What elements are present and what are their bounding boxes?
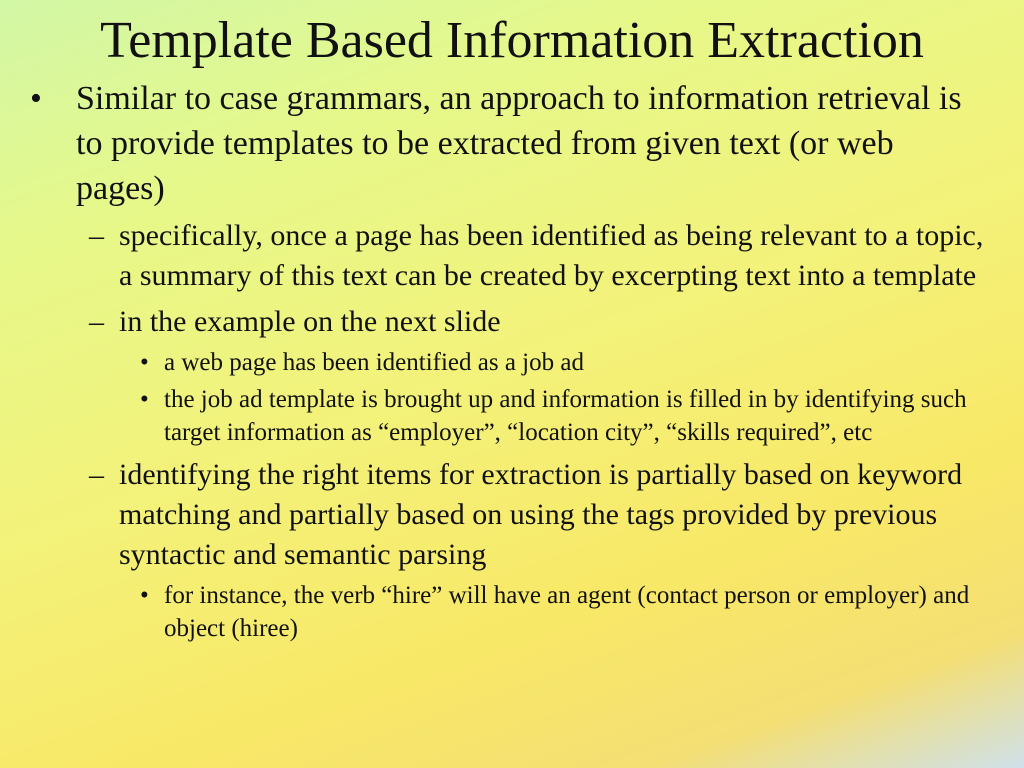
detail-bullet-text: the job ad template is brought up and information is filled in by identifying such target information as “employer”, “location city”, “skills required”, etc	[164, 386, 967, 446]
detail-bullet-text: a web page has been identified as a job ad	[164, 349, 584, 376]
dash-marker: –	[89, 305, 104, 338]
bullet-marker: •	[140, 582, 149, 609]
bullet-marker: •	[140, 349, 149, 376]
sub-bullet-text: in the example on the next slide	[119, 305, 501, 338]
slide-body	[0, 76, 1024, 645]
bullet-text: Similar to case grammars, an approach to information retrieval is to provide templates to be extracted from given text (or web pages)	[76, 80, 962, 207]
detail-bullet-item-1	[140, 346, 984, 379]
sub-bullet-text: specifically, once a page has been identified as being relevant to a topic, a summary of this text can be created by excerpting text into a template	[119, 219, 984, 292]
dash-marker: –	[89, 219, 104, 252]
detail-bullet-item-3	[140, 579, 984, 645]
sub-bullet-item-3	[89, 455, 999, 575]
bullet-item-1	[30, 76, 976, 211]
bullet-marker: •	[140, 386, 149, 413]
bullet-marker: •	[30, 80, 42, 117]
detail-bullet-text: for instance, the verb “hire” will have an agent (contact person or employer) and object (hiree)	[164, 582, 970, 642]
dash-marker: –	[89, 458, 104, 491]
sub-bullet-text: identifying the right items for extraction is partially based on keyword matching and partially based on using the tags provided by previous syntactic and semantic parsing	[119, 458, 963, 571]
sub-bullet-item-1	[89, 216, 999, 296]
slide-title: Template Based Information Extraction	[100, 12, 924, 69]
detail-bullet-item-2	[140, 383, 984, 449]
sub-bullet-item-2	[89, 302, 999, 342]
